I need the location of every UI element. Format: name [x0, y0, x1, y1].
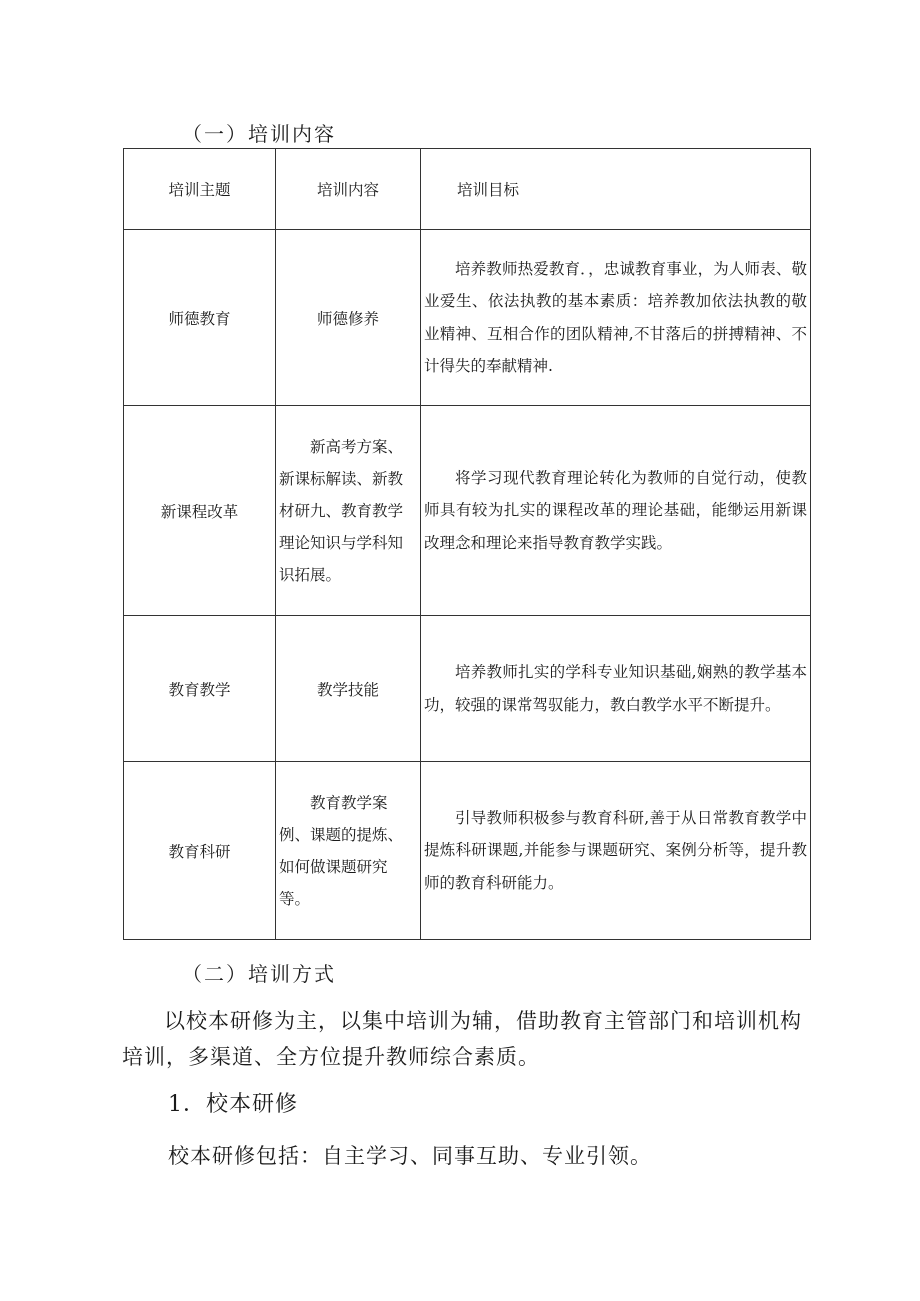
row-content: 教学技能 [276, 616, 421, 762]
training-method-paragraph: 以校本研修为主，以集中培训为辅，借助教育主管部门和培训机构培训，多渠道、全方位提升教师综合素质。 [122, 1009, 802, 1069]
table-row [124, 230, 811, 406]
header-content: 培训内容 [276, 149, 421, 230]
school-based-training-paragraph: 校本研修包括：自主学习、同事互助、专业引领。 [168, 1144, 652, 1168]
row-goal: 将学习现代教育理论转化为教师的自觉行动，使教师具有较为扎实的课程改革的理论基础，能缈运用新课改理念和理论来指导教育教学实践。 [421, 406, 811, 616]
header-topic: 培训主题 [124, 149, 276, 230]
row-topic: 教育科研 [124, 762, 276, 940]
table-header-row [124, 149, 811, 230]
header-goal: 培训目标 [421, 149, 811, 230]
row-topic: 新课程改革 [124, 406, 276, 616]
section-title-training-content: （一）培训内容 [182, 122, 336, 146]
subsection-title [168, 1087, 298, 1118]
row-goal: 培养教师扎实的学科专业知识基础,娴熟的教学基本功，较强的课常驾驭能力，教白教学水平不断提升。 [421, 616, 811, 762]
subsection-label: 校本研修 [206, 1092, 299, 1117]
row-content: 师德修养 [276, 230, 421, 406]
row-topic: 师德教育 [124, 230, 276, 406]
row-content: 新高考方案、新课标解读、新教材研九、教育教学理论知识与学科知识拓展。 [276, 406, 421, 616]
row-goal: 培养教师热爱教育．，忠诚教育事业，为人师表、敬业爱生、依法执教的基本素质：培养教加依法执教的敬业精神、互相合作的团队精神,不甘落后的拼搏精神、不计得失的奉献精神. [421, 230, 811, 406]
row-content: 教育教学案例、课题的提炼、如何做课题研究等。 [276, 762, 421, 940]
table-row [124, 406, 811, 616]
training-content-table [123, 148, 811, 940]
subsection-number: 1． [168, 1092, 206, 1117]
table-row [124, 762, 811, 940]
table-row [124, 616, 811, 762]
section-title-training-method: （二）培训方式 [182, 962, 336, 986]
row-topic: 教育教学 [124, 616, 276, 762]
row-goal: 引导教师积极参与教育科研,善于从日常教育教学中提炼科研课题,并能参与课题研究、案例分析等，提升教师的教育科研能力。 [421, 762, 811, 940]
